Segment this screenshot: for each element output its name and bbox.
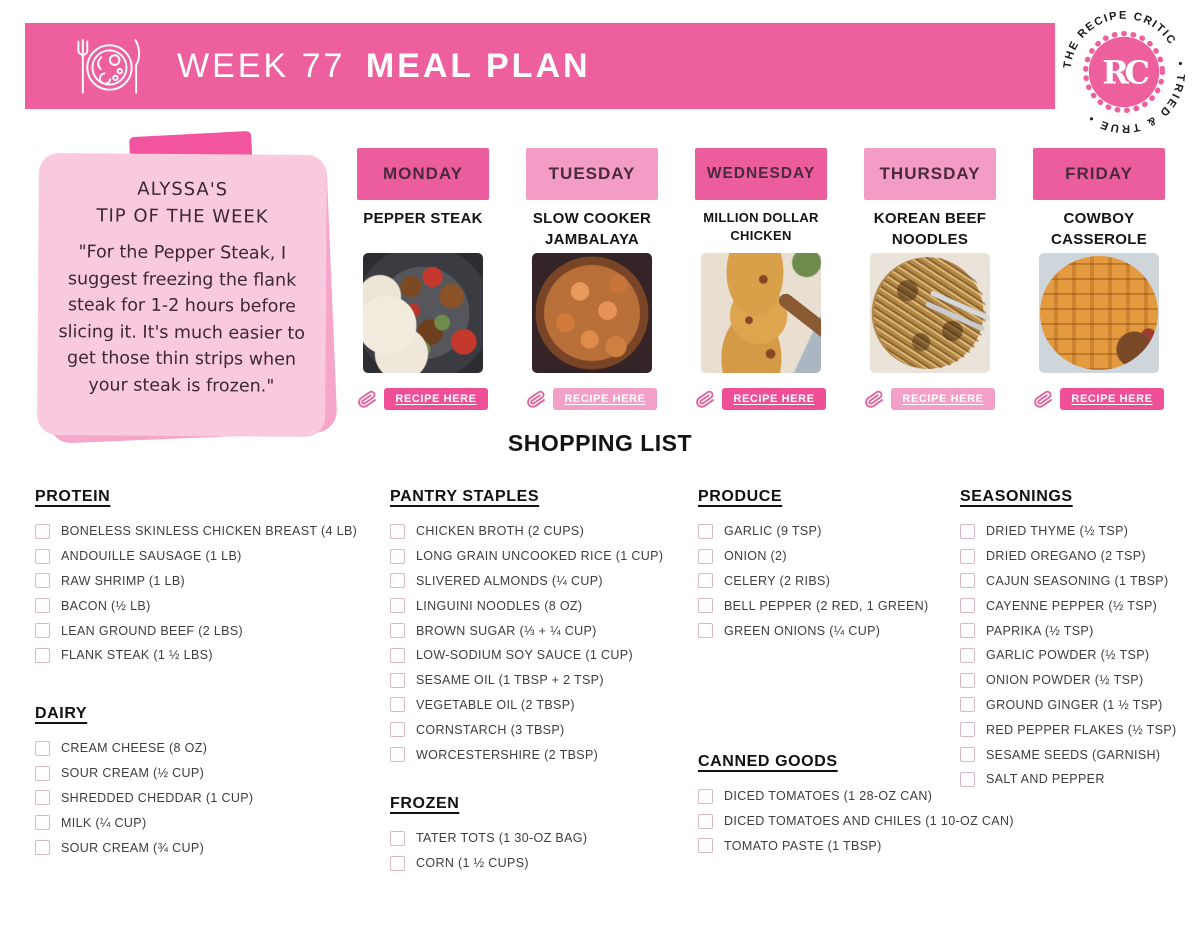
item-checkbox[interactable]	[35, 766, 50, 781]
item-label: GREEN ONIONS (¼ CUP)	[724, 623, 881, 638]
item-checkbox[interactable]	[698, 814, 713, 829]
item-label: GROUND GINGER (1 ½ TSP)	[986, 697, 1163, 712]
checklist-item	[390, 544, 700, 569]
checklist-item	[35, 786, 365, 811]
checklist-item	[35, 544, 365, 569]
header-banner	[25, 23, 1055, 109]
item-checkbox[interactable]	[390, 673, 405, 688]
item-label: FLANK STEAK (1 ½ LBS)	[61, 648, 213, 663]
item-label: SOUR CREAM (½ CUP)	[61, 766, 205, 781]
checklist-item	[960, 643, 1200, 668]
meal-photo	[1039, 253, 1159, 373]
paperclip-icon	[1032, 388, 1054, 410]
item-label: BONELESS SKINLESS CHICKEN BREAST (4 LB)	[61, 524, 358, 539]
checklist-item	[960, 544, 1200, 569]
recipe-link-button[interactable]: RECIPE HERE	[553, 388, 657, 410]
recipe-link-button[interactable]: RECIPE HERE	[384, 388, 488, 410]
meal-title: MILLION DOLLAR CHICKEN	[703, 210, 819, 243]
item-label: CAJUN SEASONING (1 TBSP)	[986, 573, 1169, 588]
checklist-item	[35, 810, 365, 835]
shopping-list-title: SHOPPING LIST	[507, 430, 693, 456]
day-column	[524, 148, 660, 410]
checklist-item	[35, 618, 365, 643]
item-checkbox[interactable]	[960, 772, 975, 787]
checklist-item	[35, 761, 365, 786]
paperclip-icon	[694, 388, 716, 410]
item-label: SLIVERED ALMONDS (¼ CUP)	[416, 573, 603, 588]
item-checkbox[interactable]	[390, 697, 405, 712]
day-header: FRIDAY	[1033, 148, 1165, 200]
note-heading	[96, 175, 268, 230]
week-row	[355, 148, 1167, 410]
checklist-item	[960, 569, 1200, 594]
logo-monogram: RC	[1102, 53, 1146, 92]
item-label: PAPRIKA (½ TSP)	[986, 623, 1094, 638]
checklist-item	[698, 544, 998, 569]
section-heading: CANNED GOODS	[698, 753, 838, 770]
checklist-item	[390, 717, 700, 742]
checklist-item	[35, 519, 365, 544]
checklist-item	[390, 851, 700, 876]
checklist-item	[390, 593, 700, 618]
item-checkbox[interactable]	[35, 598, 50, 613]
item-checkbox[interactable]	[698, 789, 713, 804]
item-checkbox[interactable]	[960, 673, 975, 688]
item-checkbox[interactable]	[698, 573, 713, 588]
item-label: TOMATO PASTE (1 TBSP)	[724, 838, 882, 853]
checklist-item	[390, 693, 700, 718]
item-checkbox[interactable]	[698, 598, 713, 613]
item-label: CAYENNE PEPPER (½ TSP)	[986, 598, 1158, 613]
day-header: WEDNESDAY	[695, 148, 827, 200]
day-column	[862, 148, 998, 410]
checklist-item	[698, 618, 998, 643]
item-checkbox[interactable]	[390, 549, 405, 564]
section-produce	[698, 488, 998, 643]
meal-photo	[701, 253, 821, 373]
day-column	[693, 148, 829, 410]
day-column	[355, 148, 491, 410]
item-label: TATER TOTS (1 30-OZ BAG)	[416, 831, 588, 846]
meal-title: SLOW COOKER JAMBALAYA	[532, 210, 652, 248]
meal-title: COWBOY CASSEROLE	[1050, 210, 1148, 248]
item-checkbox[interactable]	[960, 623, 975, 638]
section-heading: DAIRY	[35, 705, 88, 722]
item-checkbox[interactable]	[960, 648, 975, 663]
item-label: CORN (1 ½ CUPS)	[416, 856, 529, 871]
item-label: LEAN GROUND BEEF (2 LBS)	[61, 623, 244, 638]
item-checkbox[interactable]	[960, 747, 975, 762]
item-label: RED PEPPER FLAKES (½ TSP)	[986, 722, 1177, 737]
item-checkbox[interactable]	[35, 790, 50, 805]
checklist-item	[35, 643, 365, 668]
day-header: TUESDAY	[526, 148, 658, 200]
checklist-item	[698, 569, 998, 594]
section-dairy	[35, 705, 365, 860]
section-heading: PANTRY STAPLES	[390, 488, 540, 505]
item-label: WORCESTERSHIRE (2 TBSP)	[416, 747, 599, 762]
item-label: CORNSTARCH (3 TBSP)	[416, 722, 565, 737]
checklist-item	[960, 618, 1200, 643]
item-checkbox[interactable]	[390, 573, 405, 588]
section-protein	[35, 488, 365, 668]
item-checkbox[interactable]	[960, 524, 975, 539]
day-column	[1031, 148, 1167, 410]
item-checkbox[interactable]	[35, 741, 50, 756]
recipe-link-button[interactable]: RECIPE HERE	[891, 388, 995, 410]
section-heading: FROZEN	[390, 795, 460, 812]
checklist-item	[35, 736, 365, 761]
page-title-mealplan: MEAL PLAN	[365, 46, 591, 85]
checklist-item	[35, 593, 365, 618]
item-label: SESAME SEEDS (GARNISH)	[986, 747, 1161, 762]
item-label: RAW SHRIMP (1 LB)	[61, 573, 186, 588]
item-label: LINGUINI NOODLES (8 OZ)	[416, 598, 583, 613]
checklist-item	[35, 835, 365, 860]
item-checkbox[interactable]	[390, 747, 405, 762]
checklist-item	[960, 519, 1200, 544]
note-body	[37, 153, 327, 437]
day-header: MONDAY	[357, 148, 489, 200]
recipe-link-row	[1034, 388, 1164, 410]
checklist-item	[698, 809, 1018, 834]
item-label: SESAME OIL (1 TBSP + 2 TSP)	[416, 673, 604, 688]
tip-note	[38, 142, 333, 442]
checklist-item	[960, 767, 1200, 792]
section-heading: PROTEIN	[35, 488, 111, 505]
item-label: DRIED THYME (½ TSP)	[986, 524, 1129, 539]
item-label: DICED TOMATOES (1 28-OZ CAN)	[724, 789, 933, 804]
meal-title: KOREAN BEEF NOODLES	[873, 210, 987, 248]
item-checkbox[interactable]	[35, 623, 50, 638]
checklist-item	[390, 569, 700, 594]
item-checkbox[interactable]	[960, 722, 975, 737]
item-checkbox[interactable]	[390, 623, 405, 638]
checklist-item	[390, 826, 700, 851]
item-checkbox[interactable]	[960, 549, 975, 564]
item-label: CELERY (2 RIBS)	[724, 573, 831, 588]
item-checkbox[interactable]	[35, 840, 50, 855]
item-checkbox[interactable]	[35, 648, 50, 663]
item-label: MILK (¼ CUP)	[61, 815, 147, 830]
item-label: GARLIC POWDER (½ TSP)	[986, 648, 1150, 663]
item-checkbox[interactable]	[960, 598, 975, 613]
meal-title: PEPPER STEAK	[363, 210, 483, 227]
item-label: BELL PEPPER (2 RED, 1 GREEN)	[724, 598, 929, 613]
checklist-item	[390, 618, 700, 643]
checklist-item	[390, 742, 700, 767]
checklist-item	[698, 834, 1018, 859]
logo-ring-text-bottom: • TRIED & TRUE •	[1084, 60, 1187, 135]
item-checkbox[interactable]	[698, 838, 713, 853]
item-checkbox[interactable]	[390, 524, 405, 539]
recipe-link-button[interactable]: RECIPE HERE	[1060, 388, 1164, 410]
item-checkbox[interactable]	[390, 856, 405, 871]
item-checkbox[interactable]	[390, 831, 405, 846]
item-label: CHICKEN BROTH (2 CUPS)	[416, 524, 585, 539]
item-checkbox[interactable]	[35, 573, 50, 588]
section-heading: PRODUCE	[698, 488, 783, 505]
checklist-item	[698, 593, 998, 618]
paperclip-icon	[525, 388, 547, 410]
item-label: SALT AND PEPPER	[986, 772, 1105, 787]
item-label: LOW-SODIUM SOY SAUCE (1 CUP)	[416, 648, 634, 663]
checklist-item	[390, 519, 700, 544]
checklist-item	[960, 593, 1200, 618]
note-heading-line1: ALYSSA'S	[137, 178, 229, 201]
item-checkbox[interactable]	[960, 573, 975, 588]
item-checkbox[interactable]	[35, 549, 50, 564]
item-checkbox[interactable]	[390, 598, 405, 613]
item-checkbox[interactable]	[390, 722, 405, 737]
checklist-item	[960, 717, 1200, 742]
plate-fork-knife-icon	[71, 29, 145, 103]
paperclip-icon	[863, 388, 885, 410]
item-label: GARLIC (9 TSP)	[724, 524, 822, 539]
checklist-item	[960, 742, 1200, 767]
section-frozen	[390, 795, 700, 876]
item-checkbox[interactable]	[35, 815, 50, 830]
recipe-link-row	[358, 388, 488, 410]
item-label: LONG GRAIN UNCOOKED RICE (1 CUP)	[416, 549, 664, 564]
item-checkbox[interactable]	[698, 549, 713, 564]
checklist-item	[390, 668, 700, 693]
recipe-critic-logo	[1060, 8, 1188, 136]
item-checkbox[interactable]	[35, 524, 50, 539]
day-header: THURSDAY	[864, 148, 996, 200]
checklist-item	[960, 668, 1200, 693]
meal-photo	[870, 253, 990, 373]
item-label: ANDOUILLE SAUSAGE (1 LB)	[61, 549, 242, 564]
item-label: SOUR CREAM (¾ CUP)	[61, 840, 205, 855]
page-title-week: WEEK 77	[177, 46, 346, 85]
item-checkbox[interactable]	[698, 623, 713, 638]
note-text: "For the Pepper Steak, I suggest freezing the flank steak for 1-2 hours before slicing it. It's much easier to get those thin strips when your steak is frozen."	[58, 242, 306, 397]
item-checkbox[interactable]	[960, 697, 975, 712]
item-label: ONION POWDER (½ TSP)	[986, 673, 1144, 688]
item-label: DRIED OREGANO (2 TSP)	[986, 549, 1146, 564]
item-checkbox[interactable]	[390, 648, 405, 663]
item-label: VEGETABLE OIL (2 TBSP)	[416, 697, 575, 712]
item-label: ONION (2)	[724, 549, 787, 564]
page-title	[177, 47, 591, 86]
note-heading-line2: TIP OF THE WEEK	[96, 205, 269, 228]
paperclip-icon	[356, 388, 378, 410]
checklist-item	[960, 693, 1200, 718]
item-label: DICED TOMATOES AND CHILES (1 10-OZ CAN)	[724, 814, 1014, 829]
meal-photo	[363, 253, 483, 373]
recipe-link-row	[527, 388, 657, 410]
recipe-link-row	[696, 388, 826, 410]
meal-photo	[532, 253, 652, 373]
section-seasonings	[960, 488, 1200, 792]
checklist-item	[390, 643, 700, 668]
item-label: BACON (½ LB)	[61, 598, 151, 613]
recipe-link-row	[865, 388, 995, 410]
section-pantry-staples	[390, 488, 700, 767]
logo-ring-text-top: THE RECIPE CRITIC	[1061, 9, 1179, 70]
item-label: BROWN SUGAR (⅓ + ¼ CUP)	[416, 623, 597, 638]
checklist-item	[35, 569, 365, 594]
item-checkbox[interactable]	[698, 524, 713, 539]
recipe-link-button[interactable]: RECIPE HERE	[722, 388, 826, 410]
section-heading: SEASONINGS	[960, 488, 1073, 505]
checklist-item	[698, 519, 998, 544]
item-label: SHREDDED CHEDDAR (1 CUP)	[61, 790, 254, 805]
item-label: CREAM CHEESE (8 OZ)	[61, 741, 208, 756]
